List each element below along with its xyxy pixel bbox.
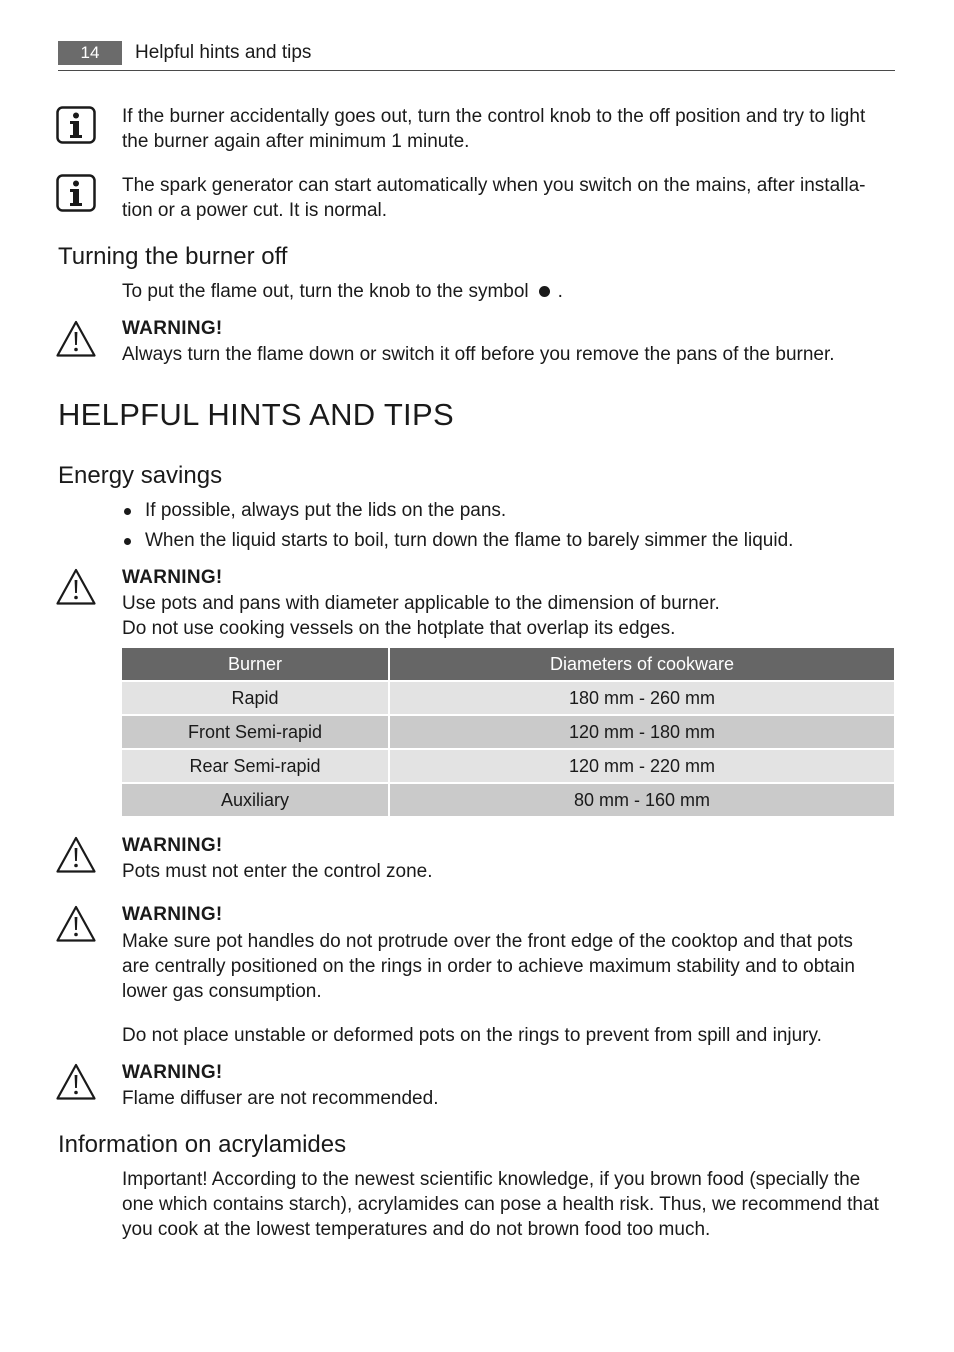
turn-off-instruction: To put the flame out, turn the knob to the symbol . — [122, 281, 563, 302]
warning-title: WARNING! — [122, 835, 223, 856]
warning-triangle-icon — [56, 320, 96, 358]
heading-energy-savings: Energy savings — [58, 462, 223, 489]
table-row — [122, 715, 894, 749]
table-row — [122, 783, 894, 817]
table-row — [122, 749, 894, 783]
heading-acrylamides: Information on acrylamides — [58, 1131, 347, 1158]
warning-triangle-icon — [56, 836, 96, 874]
page-title: HELPFUL HINTS AND TIPS — [58, 397, 454, 432]
table-cell: Auxiliary — [122, 783, 389, 817]
important-label: Important! — [122, 1169, 208, 1190]
warning-title: WARNING! — [122, 567, 223, 588]
table-cell: Front Semi-rapid — [122, 715, 389, 749]
bullet-marker — [122, 498, 136, 523]
info-note-1: If the burner accidentally goes out, turn the control knob to the off position and try to light the burner again after minimum 1 minute. — [122, 106, 866, 152]
column-header: Burner — [122, 648, 389, 681]
warning-title: WARNING! — [122, 318, 223, 339]
column-header: Diameters of cookware — [389, 648, 894, 681]
info-note-2: The spark generator can start automatically when you switch on the mains, after installa- tion or a power cut. It is normal. — [122, 175, 866, 221]
table-cell: 120 mm - 180 mm — [389, 715, 894, 749]
warning-text: Use pots and pans with diameter applicable to the dimension of burner. Do not use cooking vessels on the hotplate that overlap its edges. — [122, 593, 720, 639]
page-number: 14 — [58, 41, 122, 65]
list-item: If possible, always put the lids on the pans. — [145, 500, 507, 521]
table-cell: Rapid — [122, 681, 389, 715]
table-cell: Rear Semi-rapid — [122, 749, 389, 783]
warning-title: WARNING! — [122, 1062, 223, 1083]
list-item: When the liquid starts to boil, turn down the flame to barely simmer the liquid. — [145, 530, 794, 551]
warning-text: Flame diffuser are not recommended. — [122, 1088, 439, 1109]
warning-text: Make sure pot handles do not protrude over the front edge of the cooktop and that pots are centrally positioned on the rings in order to achieve maximum stability and to obtain lower gas consumption. — [122, 931, 855, 1002]
table-row — [122, 681, 894, 715]
info-icon — [56, 174, 96, 212]
acrylamides-paragraph: Important! According to the newest scientific knowledge, if you brown food (specially the one which contains starch), acrylamides can pose a health risk. Thus, we recommend that you cook at the lowest temperatures and do not brown food too much. — [122, 1169, 879, 1240]
unstable-pots-text: Do not place unstable or deformed pots on the rings to prevent from spill and injury. — [122, 1025, 822, 1046]
table-header-row — [122, 648, 894, 681]
warning-triangle-icon — [56, 905, 96, 943]
table-cell: 80 mm - 160 mm — [389, 783, 894, 817]
warning-text: Pots must not enter the control zone. — [122, 861, 433, 882]
warning-text: Always turn the flame down or switch it off before you remove the pans of the burner. — [122, 344, 835, 365]
warning-triangle-icon — [56, 568, 96, 606]
info-icon — [56, 106, 96, 144]
heading-turning-burner-off: Turning the burner off — [58, 243, 288, 270]
warning-triangle-icon — [56, 1063, 96, 1101]
bullet-marker — [122, 528, 136, 553]
table-cell: 120 mm - 220 mm — [389, 749, 894, 783]
warning-title: WARNING! — [122, 904, 223, 925]
table-cell: 180 mm - 260 mm — [389, 681, 894, 715]
running-header-title: Helpful hints and tips — [135, 42, 312, 63]
burner-cookware-table — [122, 648, 894, 818]
off-symbol-dot-icon — [539, 286, 550, 297]
header-divider — [58, 70, 895, 71]
